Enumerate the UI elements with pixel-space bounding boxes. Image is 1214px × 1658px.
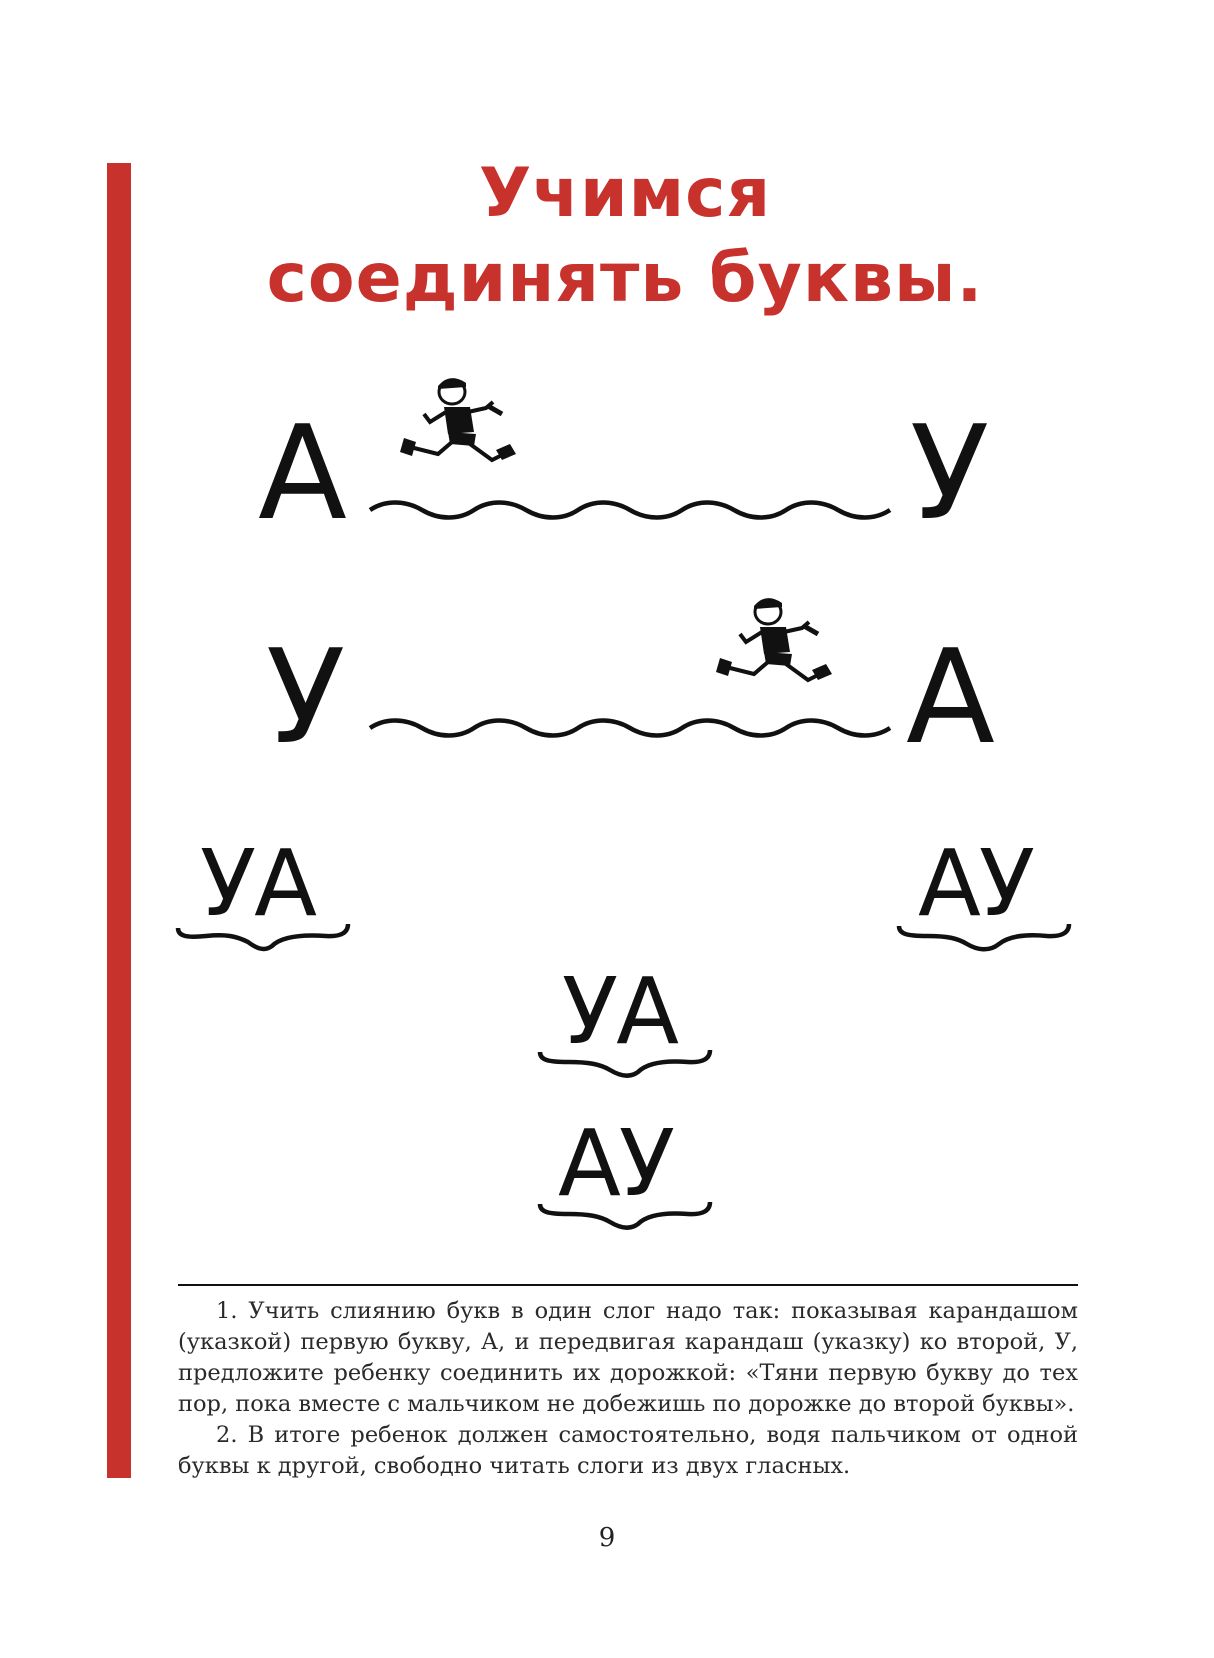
syllable-left-arc-underline-icon: [176, 918, 351, 958]
page-title-line-1: Учимся: [478, 154, 772, 233]
page-title-line-2: соединять буквы.: [266, 239, 984, 318]
row2-running-boy-icon: [714, 592, 849, 702]
row2-right-letter: А: [906, 621, 995, 773]
row1-running-boy-icon: [398, 372, 533, 482]
instruction-note-2: 2. В итоге ребенок должен самостоятельно, водя пальчиком от одной буквы к другой, свободно читать слоги из двух гласных.: [178, 1422, 1078, 1479]
syllable-left: УА: [200, 830, 315, 937]
page-number: 9: [598, 1523, 616, 1553]
footnote-divider: [178, 1284, 1078, 1286]
row1-wavy-path-icon: [370, 496, 890, 526]
syllable-center-top-arc-underline-icon: [538, 1046, 713, 1086]
row1-left-letter: А: [258, 397, 347, 549]
red-margin-bar: [107, 163, 131, 1478]
syllable-center-top: УА: [562, 958, 677, 1065]
row2-wavy-path-icon: [370, 714, 890, 744]
row1-right-letter: У: [910, 397, 990, 549]
syllable-center-bottom: АУ: [558, 1110, 673, 1217]
syllable-right: АУ: [918, 830, 1033, 937]
syllable-center-bottom-arc-underline-icon: [538, 1198, 713, 1238]
instruction-note-1: 1. Учить слиянию букв в один слог надо так: показывая карандашом (указкой) первую букву, А, и передвигая карандаш (указку) ко второй, У, предложите ребенку соединить их дорожкой: «Тяни первую букву до тех пор, пока вместе с мальчиком не добежишь по дорожке до второй буквы».: [178, 1298, 1078, 1417]
row2-left-letter: У: [266, 621, 346, 773]
syllable-right-arc-underline-icon: [897, 918, 1072, 958]
